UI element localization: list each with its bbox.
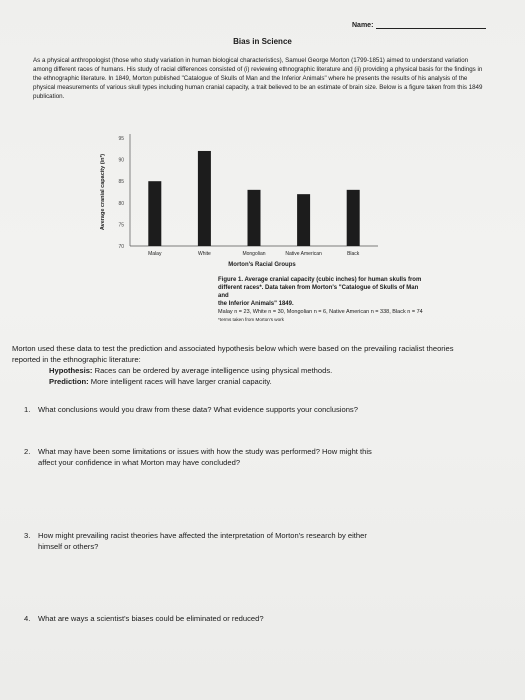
question-text: What may have been some limitations or issues with how the study was performed? How might this [38,447,372,456]
bar [148,181,161,246]
question-text-continued: himself or others? [38,542,99,551]
caption-sample-sizes: Malay n = 23, White n = 30, Mongolian n = 6, Native American n = 338, Black n = 74 [218,309,423,315]
question-text: What are ways a scientist's biases could be eliminated or reduced? [38,614,264,623]
question-number: 4. [24,614,31,623]
y-tick-label: 75 [118,222,124,229]
name-field [352,22,486,29]
y-tick-label: 95 [118,136,124,142]
y-tick-label: 90 [118,157,124,164]
question-number: 1. [24,405,31,414]
bar [248,190,261,246]
x-tick-label: Mongolian [242,251,266,257]
hypothesis-label: Hypothesis: [49,366,93,375]
prediction-label: Prediction: [49,377,89,386]
question-4 [24,613,494,624]
x-tick-label: White [198,251,211,257]
bar [198,151,211,246]
body-section [12,343,482,387]
question-text: How might prevailing racist theories have affected the interpretation of Morton's research by either [38,531,367,540]
bar [347,190,360,246]
hypothesis-line [12,365,482,376]
question-2 [24,446,494,468]
prediction-text: More intelligent races will have larger cranial capacity. [90,377,272,386]
caption-footnote: *terms taken from Morton's work [218,317,284,322]
caption-line-2: different races*. Data taken from Morton's "Catalogue of Skulls of Man and [218,285,419,299]
question-3 [24,530,494,552]
y-axis-label: Average cranial capacity (in³) [100,153,106,231]
question-1 [24,404,494,415]
y-tick-label: 80 [118,200,124,207]
question-text-continued: affect your confidence in what Morton may have concluded? [38,458,241,467]
caption-line-1: Figure 1. Average cranial capacity (cubic inches) for human skulls from [218,277,422,283]
question-text: What conclusions would you draw from these data? What evidence supports your conclusions? [38,405,358,414]
prediction-line [12,376,482,387]
question-number: 2. [24,447,31,456]
question-number: 3. [24,531,31,540]
x-tick-label: Malay [148,251,162,257]
caption-line-3: the Inferior Animals" 1849. [218,301,294,307]
bar [297,194,310,246]
body-paragraph: Morton used these data to test the prediction and associated hypothesis below which were based on the prevailing racialist theories reported in the ethnographic literature: [12,344,454,364]
name-blank-line [376,28,486,29]
y-tick-label: 85 [118,179,124,186]
hypothesis-text: Races can be ordered by average intelligence using physical methods. [94,366,333,375]
name-label: Name: [352,22,374,29]
y-tick-label: 70 [118,244,124,250]
page-title: Bias in Science [233,37,292,46]
intro-paragraph: As a physical anthropologist (those who study variation in human biological characteristics), Samuel George Morton (1799-1851) aimed to understand variation among different races of humans. His study of racial differences consisted of (i) reviewing ethnographic literature and (ii) providing a physical basis for the findings in the ethnographic literature. In 1849, Morton published "Catalogue of Skulls of Man and the Inferior Animals" where he presents the results of his analysis of the physical measurements of various skull types including human cranial capacity, a trait believed to be an estimate of brain size. Below is a figure taken from this 1849 publication. [33,57,483,100]
bar-chart [96,128,386,278]
x-tick-label: Native American [285,251,322,257]
x-tick-label: Black [347,251,360,257]
figure-caption [218,276,428,324]
x-axis-label: Morton's Racial Groups [228,262,296,268]
